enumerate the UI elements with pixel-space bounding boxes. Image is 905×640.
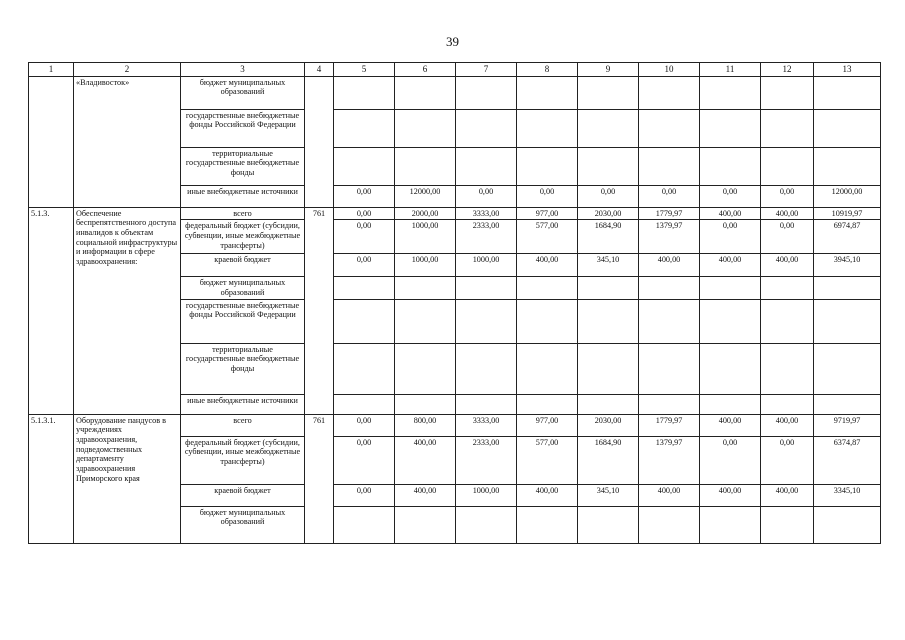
value-cell: 0,00 — [517, 185, 578, 207]
value-cell: 400,00 — [761, 414, 814, 436]
value-cell: 400,00 — [700, 414, 761, 436]
value-cell: 977,00 — [517, 414, 578, 436]
value-cell — [395, 109, 456, 147]
value-cell — [578, 147, 639, 185]
funding-source-cell: краевой бюджет — [181, 254, 305, 277]
value-cell — [395, 299, 456, 343]
value-cell — [517, 299, 578, 343]
value-cell: 6374,87 — [814, 436, 881, 484]
header-row — [29, 63, 881, 77]
value-cell: 2030,00 — [578, 207, 639, 220]
value-cell: 577,00 — [517, 220, 578, 254]
value-cell — [700, 147, 761, 185]
value-cell — [578, 109, 639, 147]
value-cell — [517, 506, 578, 543]
value-cell: 400,00 — [639, 254, 700, 277]
value-cell — [517, 147, 578, 185]
value-cell: 0,00 — [334, 436, 395, 484]
header-cell: 11 — [700, 63, 761, 77]
value-cell — [334, 76, 395, 109]
value-cell: 400,00 — [700, 207, 761, 220]
value-cell: 0,00 — [761, 220, 814, 254]
value-cell: 400,00 — [517, 484, 578, 506]
value-cell: 0,00 — [334, 484, 395, 506]
value-cell — [334, 277, 395, 299]
value-cell — [761, 147, 814, 185]
value-cell: 1000,00 — [456, 484, 517, 506]
value-cell: 400,00 — [517, 254, 578, 277]
value-cell: 0,00 — [334, 185, 395, 207]
value-cell — [578, 506, 639, 543]
item-number-cell: 5.1.3. — [29, 207, 74, 414]
value-cell — [814, 299, 881, 343]
value-cell: 10919,97 — [814, 207, 881, 220]
value-cell — [700, 394, 761, 414]
value-cell: 0,00 — [700, 185, 761, 207]
item-number-cell — [29, 76, 74, 207]
value-cell — [700, 109, 761, 147]
value-cell: 9719,97 — [814, 414, 881, 436]
funding-source-cell: бюджет муниципальных образований — [181, 76, 305, 109]
value-cell — [639, 147, 700, 185]
value-cell — [578, 277, 639, 299]
value-cell: 1000,00 — [456, 254, 517, 277]
table-row — [29, 414, 881, 436]
value-cell: 2000,00 — [395, 207, 456, 220]
value-cell — [700, 343, 761, 394]
value-cell: 400,00 — [700, 484, 761, 506]
value-cell: 0,00 — [578, 185, 639, 207]
funding-source-cell: иные внебюджетные источники — [181, 185, 305, 207]
value-cell — [578, 76, 639, 109]
value-cell: 577,00 — [517, 436, 578, 484]
value-cell: 0,00 — [700, 436, 761, 484]
value-cell — [456, 506, 517, 543]
value-cell — [578, 299, 639, 343]
value-cell: 1684,90 — [578, 220, 639, 254]
value-cell — [456, 76, 517, 109]
value-cell: 400,00 — [761, 254, 814, 277]
budget-table — [28, 62, 881, 544]
funding-source-cell: территориальные государственные внебюджетные фонды — [181, 147, 305, 185]
value-cell: 400,00 — [395, 484, 456, 506]
funding-source-cell: всего — [181, 207, 305, 220]
header-cell: 4 — [305, 63, 334, 77]
funding-source-cell: иные внебюджетные источники — [181, 394, 305, 414]
header-cell: 1 — [29, 63, 74, 77]
value-cell: 345,10 — [578, 484, 639, 506]
value-cell — [456, 299, 517, 343]
value-cell — [814, 109, 881, 147]
header-cell: 8 — [517, 63, 578, 77]
value-cell — [334, 343, 395, 394]
value-cell — [456, 343, 517, 394]
value-cell — [700, 299, 761, 343]
item-number-cell: 5.1.3.1. — [29, 414, 74, 543]
value-cell: 0,00 — [456, 185, 517, 207]
value-cell — [517, 277, 578, 299]
value-cell: 3945,10 — [814, 254, 881, 277]
value-cell: 0,00 — [334, 207, 395, 220]
value-cell — [700, 277, 761, 299]
header-cell: 10 — [639, 63, 700, 77]
value-cell — [578, 394, 639, 414]
value-cell: 3333,00 — [456, 414, 517, 436]
value-cell — [814, 277, 881, 299]
value-cell: 12000,00 — [395, 185, 456, 207]
item-name-cell: Оборудование пандусов в учреждениях здравоохранения, подведомственных департаменту здравоохранения Приморского края — [74, 414, 181, 543]
value-cell — [334, 394, 395, 414]
value-cell — [761, 76, 814, 109]
header-cell: 6 — [395, 63, 456, 77]
value-cell: 3345,10 — [814, 484, 881, 506]
value-cell: 0,00 — [761, 185, 814, 207]
value-cell: 0,00 — [334, 220, 395, 254]
value-cell: 400,00 — [639, 484, 700, 506]
value-cell: 0,00 — [639, 185, 700, 207]
value-cell — [456, 277, 517, 299]
value-cell: 12000,00 — [814, 185, 881, 207]
value-cell — [814, 343, 881, 394]
value-cell: 400,00 — [761, 484, 814, 506]
value-cell — [761, 277, 814, 299]
value-cell: 977,00 — [517, 207, 578, 220]
value-cell — [639, 277, 700, 299]
value-cell — [578, 343, 639, 394]
value-cell — [639, 76, 700, 109]
value-cell — [517, 394, 578, 414]
table-row — [29, 76, 881, 109]
value-cell: 400,00 — [761, 207, 814, 220]
value-cell — [761, 506, 814, 543]
value-cell: 400,00 — [700, 254, 761, 277]
value-cell: 800,00 — [395, 414, 456, 436]
value-cell: 1379,97 — [639, 436, 700, 484]
item-name-cell: Обеспечение беспрепятственного доступа инвалидов к объектам социальной инфраструктуры и информации в сфере здравоохранения: — [74, 207, 181, 414]
value-cell: 1379,97 — [639, 220, 700, 254]
value-cell: 0,00 — [334, 414, 395, 436]
value-cell: 3333,00 — [456, 207, 517, 220]
value-cell — [639, 394, 700, 414]
table-row — [29, 207, 881, 220]
value-cell — [814, 394, 881, 414]
funding-source-cell: федеральный бюджет (субсидии, субвенции, иные межбюджетные трансферты) — [181, 436, 305, 484]
value-cell — [761, 394, 814, 414]
header-cell: 5 — [334, 63, 395, 77]
value-cell — [517, 76, 578, 109]
value-cell: 1000,00 — [395, 220, 456, 254]
value-cell: 400,00 — [395, 436, 456, 484]
header-cell: 3 — [181, 63, 305, 77]
funding-source-cell: федеральный бюджет (субсидии, субвенции, иные межбюджетные трансферты) — [181, 220, 305, 254]
value-cell: 0,00 — [334, 254, 395, 277]
value-cell — [395, 277, 456, 299]
value-cell: 0,00 — [700, 220, 761, 254]
value-cell — [700, 506, 761, 543]
page-number: 39 — [446, 34, 459, 49]
value-cell: 1000,00 — [395, 254, 456, 277]
funding-source-cell: бюджет муниципальных образований — [181, 277, 305, 299]
value-cell — [761, 343, 814, 394]
funding-source-cell: краевой бюджет — [181, 484, 305, 506]
header-cell: 9 — [578, 63, 639, 77]
value-cell — [395, 506, 456, 543]
header-cell: 12 — [761, 63, 814, 77]
value-cell: 6974,87 — [814, 220, 881, 254]
header-cell: 2 — [74, 63, 181, 77]
value-cell: 1684,90 — [578, 436, 639, 484]
code-cell: 761 — [305, 207, 334, 414]
value-cell — [456, 147, 517, 185]
value-cell — [761, 299, 814, 343]
value-cell — [639, 343, 700, 394]
code-cell: 761 — [305, 414, 334, 543]
value-cell — [814, 147, 881, 185]
header-cell: 13 — [814, 63, 881, 77]
value-cell — [814, 76, 881, 109]
value-cell — [761, 109, 814, 147]
value-cell: 2333,00 — [456, 220, 517, 254]
value-cell: 0,00 — [761, 436, 814, 484]
value-cell — [639, 299, 700, 343]
funding-source-cell: бюджет муниципальных образований — [181, 506, 305, 543]
item-name-cell: «Владивосток» — [74, 76, 181, 207]
code-cell — [305, 76, 334, 207]
value-cell — [517, 109, 578, 147]
value-cell — [639, 506, 700, 543]
value-cell — [395, 76, 456, 109]
funding-source-cell: всего — [181, 414, 305, 436]
value-cell — [395, 343, 456, 394]
value-cell: 1779,97 — [639, 207, 700, 220]
value-cell: 2333,00 — [456, 436, 517, 484]
funding-source-cell: территориальные государственные внебюджетные фонды — [181, 343, 305, 394]
value-cell — [456, 394, 517, 414]
header-cell: 7 — [456, 63, 517, 77]
value-cell — [639, 109, 700, 147]
value-cell: 2030,00 — [578, 414, 639, 436]
value-cell — [814, 506, 881, 543]
value-cell — [517, 343, 578, 394]
value-cell — [334, 109, 395, 147]
value-cell — [334, 147, 395, 185]
value-cell: 1779,97 — [639, 414, 700, 436]
value-cell — [395, 147, 456, 185]
value-cell — [334, 299, 395, 343]
funding-source-cell: государственные внебюджетные фонды Российской Федерации — [181, 299, 305, 343]
value-cell — [700, 76, 761, 109]
value-cell — [395, 394, 456, 414]
value-cell: 345,10 — [578, 254, 639, 277]
funding-source-cell: государственные внебюджетные фонды Российской Федерации — [181, 109, 305, 147]
value-cell — [334, 506, 395, 543]
value-cell — [456, 109, 517, 147]
